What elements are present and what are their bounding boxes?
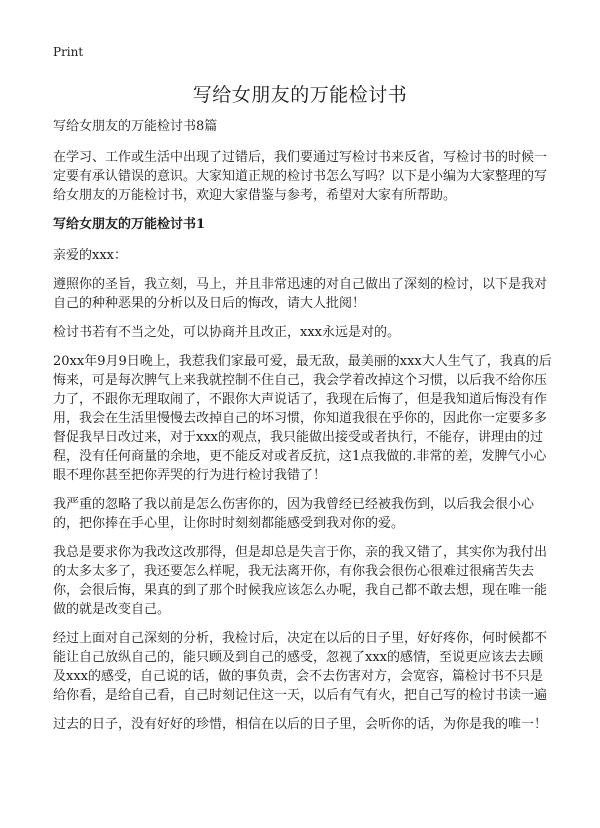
document-subtitle: 写给女朋友的万能检讨书8篇 bbox=[53, 119, 218, 134]
salutation: 亲爱的xxx： bbox=[53, 248, 127, 263]
body-paragraph: 20xx年9月9日晚上，我惹我们家最可爱，最无敌，最美丽的xxx大人生气了，我真的后悔来，可是每次脾气上来我就控制不住自己，我会学着改掉这个习惯，以后我不给你压力了，不跟你无理取闹了，不跟你大声说话了，我现在后悔了，但是我知道后悔没有作用，我会在生活里慢慢去改掉自己的坏习惯，你知道我很在乎你的，因此你一定要多多督促我早日改过来，对于xxx的观点，我只能做出接受或者执行，不能存，讲理由的过程，没有任何商量的余地，更不能反对或者反抗，这1点我做的.非常的差，发脾气小心眼不理你甚至把你弄哭的行为进行检讨我错了！ bbox=[53, 354, 552, 483]
body-paragraph: 我总是要求你为我改这改那得，但是却总是失言于你，亲的我又错了，其实你为我付出的太多太多了，我还要怎么样呢，我无法离开你，有你我会很伤心很难过很痛苦失去你，会很后悔，果真的到了那个时候我应该怎么办呢，我自己都不敢去想，现在唯一能做的就是改变自己。 bbox=[53, 545, 548, 617]
body-paragraph: 检讨书若有不当之处，可以协商并且改正，xxx永远是对的。 bbox=[53, 325, 400, 340]
body-paragraph: 我严重的忽略了我以前是怎么伤害你的，因为我曾经已经被我伤到，以后我会很小心的，把你捧在手心里，让你时时刻刻都能感受到我对你的爱。 bbox=[53, 497, 535, 531]
print-link[interactable]: Print bbox=[53, 45, 84, 59]
body-paragraph: 过去的日子，没有好好的珍惜，相信在以后的日子里，会听你的话，为你是我的唯一！ bbox=[53, 717, 548, 732]
section-heading: 写给女朋友的万能检讨书1 bbox=[53, 217, 206, 232]
intro-paragraph: 在学习、工作或生活中出现了过错后，我们要通过写检讨书来反省，写检讨书的时候一定要有承认错误的意识。大家知道正规的检讨书怎么写吗？以下是小编为大家整理的写给女朋友的万能检讨书，欢迎大家借鉴与参考，希望对大家有所帮助。 bbox=[53, 150, 548, 203]
body-paragraph: 遵照你的圣旨，我立刻，马上，并且非常迅速的对自己做出了深刻的检讨，以下是我对自己的种种恶果的分析以及日后的悔改，请大人批阅！ bbox=[53, 277, 548, 311]
document-body bbox=[53, 117, 555, 744]
body-paragraph: 经过上面对自己深刻的分析，我检讨后，决定在以后的日子里，好好疼你，何时候都不能让自己放纵自己的，能只顾及到自己的感受，忽视了xxx的感情，至说更应该去去顾及xxx的感受，自己说的话，做的事负责，会不去伤害对方，会宽容，篇检讨书不只是给你看，是给自己看，自己时刻记住这一天，以后有气有火，把自己写的检讨书读一遍 bbox=[53, 631, 548, 703]
page-title: 写给女朋友的万能检讨书 bbox=[192, 84, 408, 106]
